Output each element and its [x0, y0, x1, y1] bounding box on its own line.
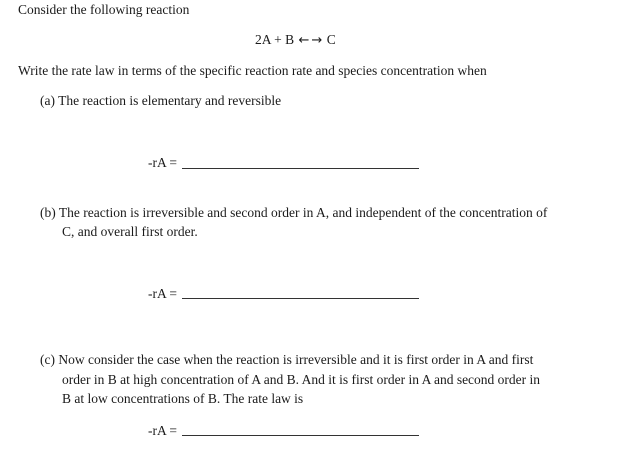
intro-text: Consider the following reaction: [18, 2, 190, 17]
part-b-answer-blank[interactable]: [182, 298, 419, 299]
part-c-line-3: B at low concentrations of B. The rate law is: [62, 391, 304, 406]
reaction-product: C: [326, 32, 336, 47]
part-c-answer-label: -rA =: [148, 423, 177, 438]
reaction-reactants: 2A + B: [255, 32, 295, 47]
reaction-equation: [255, 30, 336, 51]
part-c-answer-blank[interactable]: [182, 435, 419, 436]
part-b-line-2: C, and overall first order.: [62, 224, 198, 239]
forward-arrow-icon: →: [311, 33, 323, 48]
part-b-answer-label: -rA =: [148, 286, 177, 301]
part-a-answer-label: -rA =: [148, 155, 177, 170]
part-a-answer-blank[interactable]: [182, 168, 419, 169]
part-c-line-2: order in B at high concentration of A and B. And it is first order in A and second order in: [62, 372, 541, 387]
reverse-arrow-icon: ←: [298, 33, 310, 48]
part-c-line-1: (c) Now consider the case when the reaction is irreversible and it is first order in A and first: [40, 352, 534, 367]
part-b-line-1: (b) The reaction is irreversible and second order in A, and independent of the concentration of: [40, 205, 548, 220]
instruction-text: Write the rate law in terms of the specific reaction rate and species concentration when: [18, 63, 487, 78]
part-a-text: (a) The reaction is elementary and reversible: [40, 93, 282, 108]
